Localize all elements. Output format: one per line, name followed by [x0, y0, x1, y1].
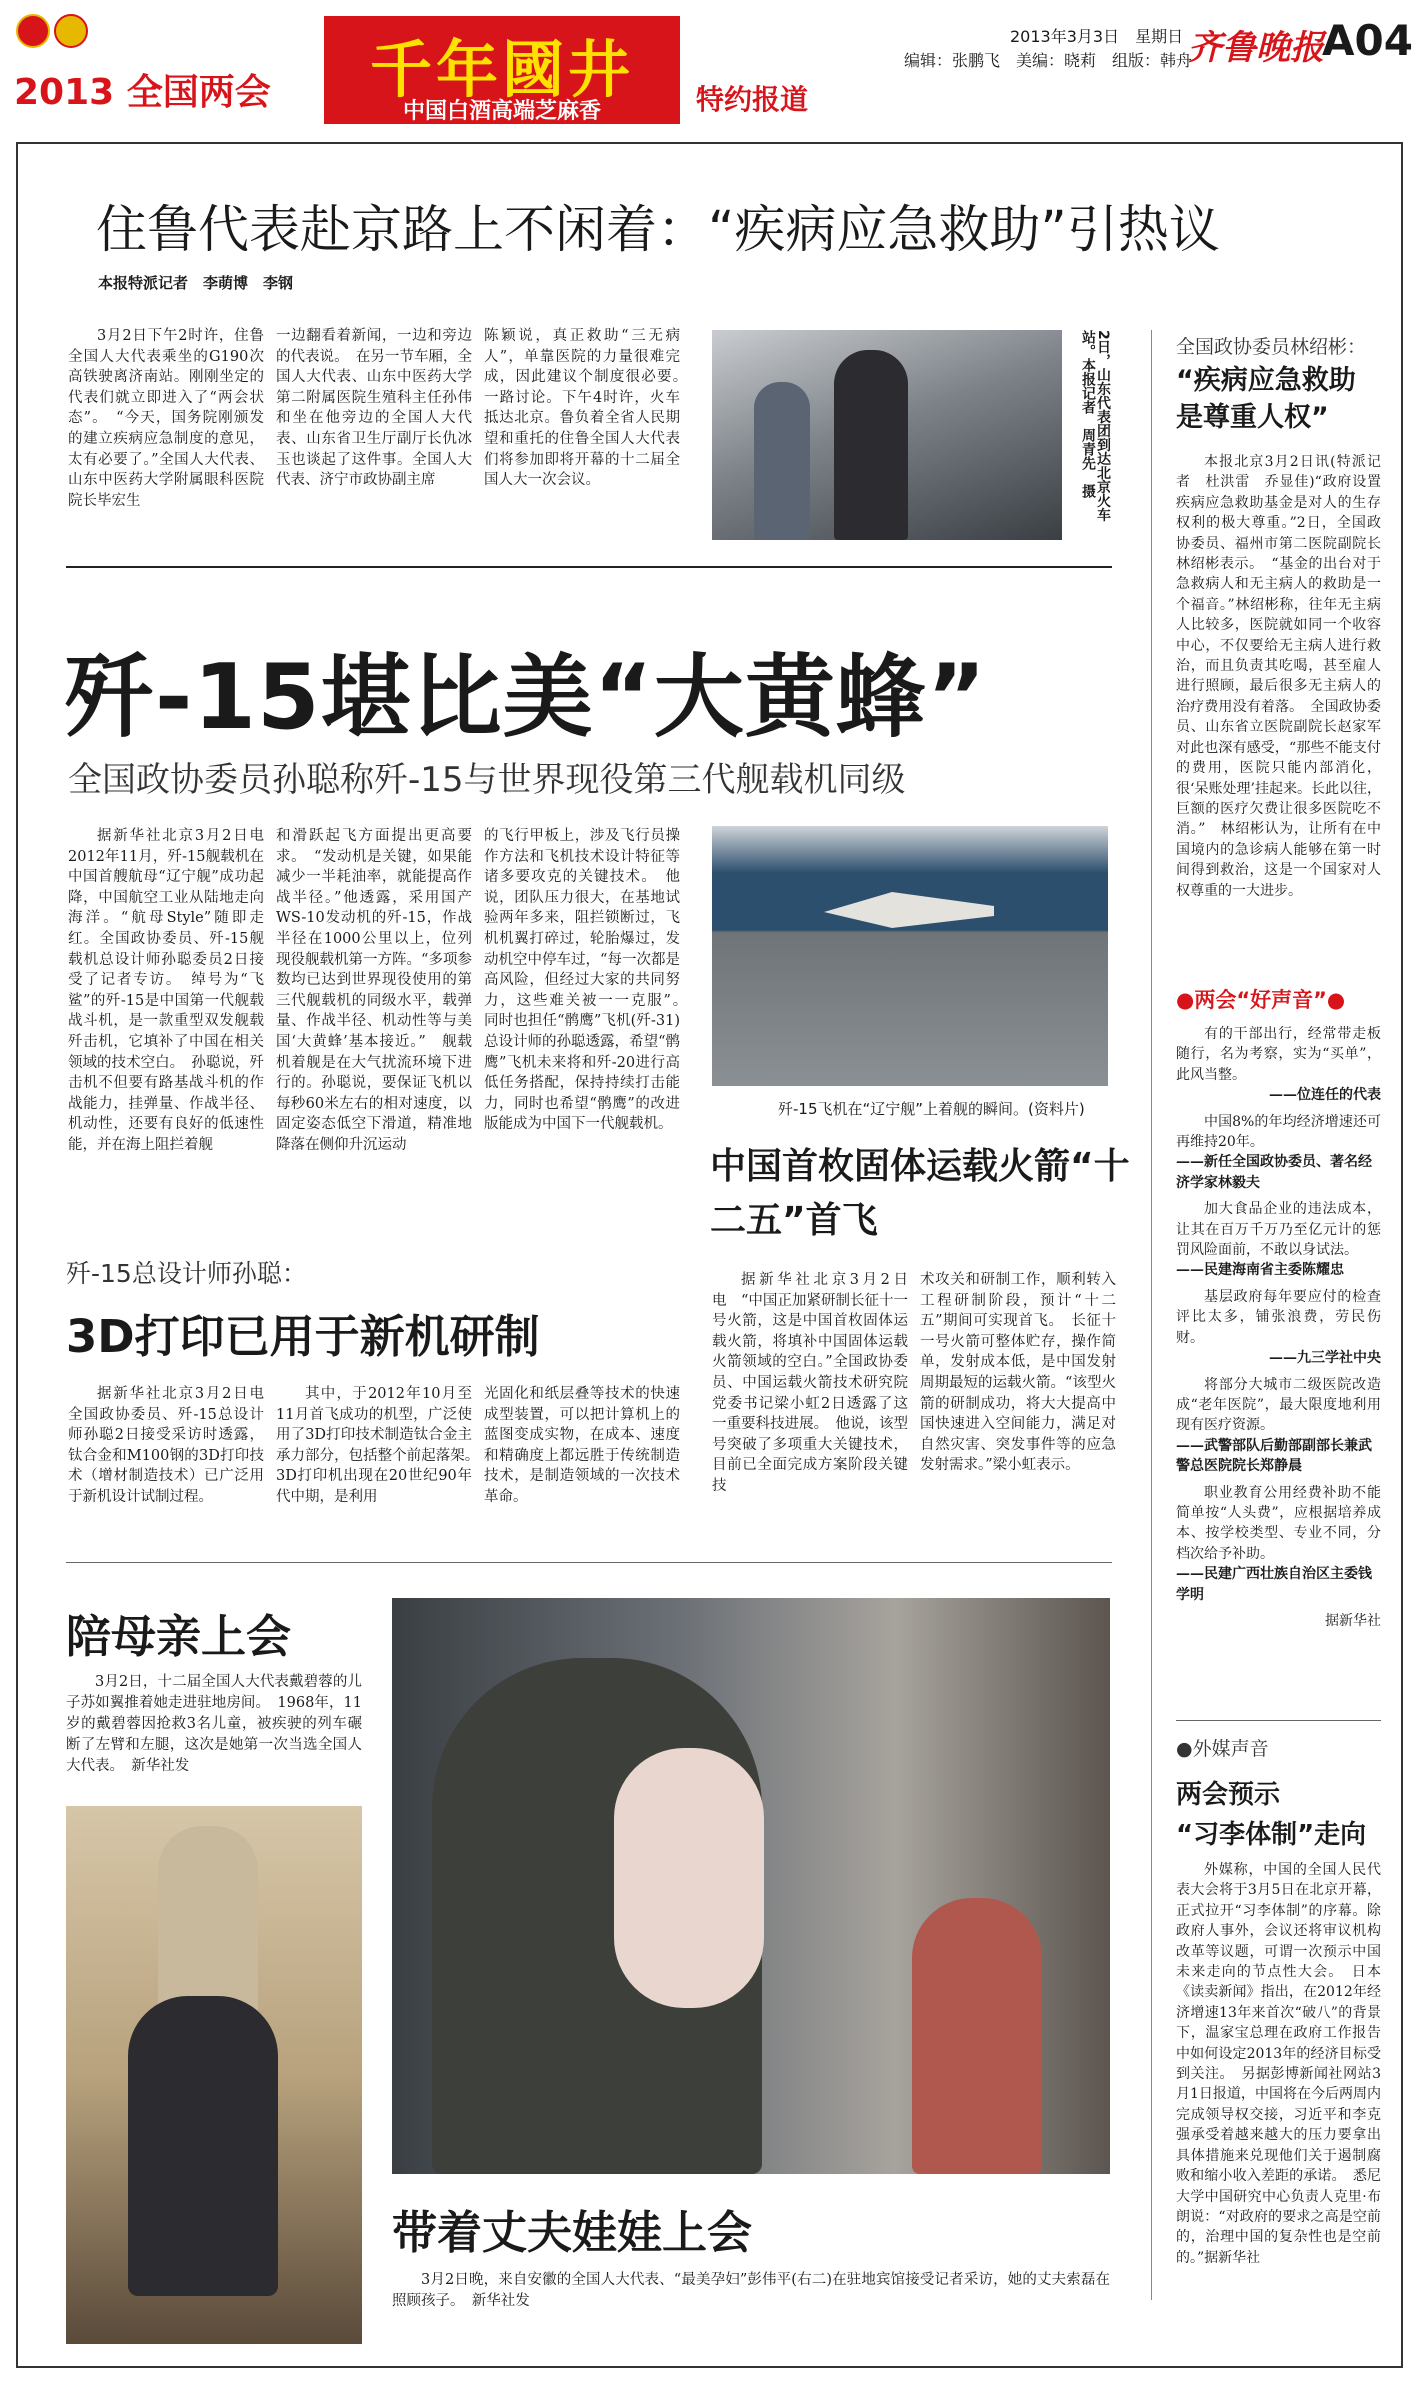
article3-divider — [66, 1562, 1112, 1563]
article5-photo-mother-son — [66, 1806, 362, 2344]
issue-date: 2013年3月3日 星期日 — [1010, 27, 1184, 46]
article6-caption — [392, 2270, 1110, 2316]
photo-person-silhouette — [912, 1898, 1042, 2174]
paper-name: 齐鲁晚报 — [1188, 28, 1324, 68]
masthead — [0, 0, 1417, 125]
photo-baby-silhouette — [614, 1748, 764, 2008]
quote-item — [1176, 1287, 1381, 1369]
page-number: A04 — [1322, 16, 1413, 65]
section-title: 2013 全国两会 — [14, 72, 271, 113]
quote-text: 职业教育公用经费补助不能简单按“人头费”，应根据培养成本、按学校类型、专业不同，分档次给予补助。 — [1176, 1484, 1381, 1562]
quote-author: ——武警部队后勤部副部长兼武警总医院院长郑静晨 — [1176, 1437, 1372, 1475]
quote-author: ——九三学社中央 — [1269, 1350, 1381, 1367]
sidebar3-kicker: ●外媒声音 — [1176, 1738, 1269, 1760]
article3-col1 — [68, 1384, 279, 1534]
article1-photo-train-station — [712, 330, 1062, 540]
article3-col2 — [276, 1384, 487, 1534]
sidebar1-headline: “疾病应急救助是尊重人权” — [1176, 365, 1356, 433]
sponsor-title: 千年國井 — [369, 33, 634, 106]
sidebar3-divider — [1176, 1720, 1381, 1721]
sidebar3-body — [1176, 1860, 1381, 2350]
photo-person-silhouette — [754, 382, 810, 540]
article2-subheadline: 全国政协委员孙聪称歼-15与世界现役第三代舰载机同级 — [68, 760, 906, 800]
quote-author: ——位连任的代表 — [1269, 1087, 1381, 1104]
article3-col2-text: 其中，于2012年10月至11月首飞成功的机型，广泛使用了3D打印技术制造钛合金主承力部分，包括整个前起落架。 3D打印机出现在20世纪90年代中期，是利用 — [276, 1386, 487, 1505]
sidebar1-kicker: 全国政协委员林绍彬： — [1176, 336, 1367, 358]
quote-item — [1176, 1024, 1381, 1106]
article3-col1-text: 据新华社北京3月2日电 全国政协委员、歼-15总设计师孙聪2日接受采访时透露，钛合金和M100钢的3D打印技术（增材制造技术）已广泛用于新机设计试制过程。 — [68, 1386, 279, 1505]
article2-col3-text: 的飞行甲板上，涉及飞行员操作方法和飞机技术设计特征等诸多要攻克的关键技术。 他说，团队压力很大，在基地试验两年多来，阻拦锁断过，飞机机翼打碎过，轮胎爆过，发动机空中停车过，“每一次都是高风险，但经过大家的共同努力，这些难关被一一克服”。 同时也担任“鹘鹰”飞机(歼-31)总设计师的孙聪透露，希望“鹘鹰”飞机未来将和歼-20进行高低任务搭配，保持持续打击能力，同时也希望“鹘鹰”的改进版能成为中国下一代舰载机。 — [484, 828, 695, 1133]
article1-col1-text: 3月2日下午2时许，住鲁全国人大代表乘坐的G190次高铁驶离济南站。刚刚坐定的代表们就立即进入了“两会状态”。 “今天，国务院刚颁发的建立疾病应急制度的意见，太有必要了。”全国人大代表、山东中医药大学附属眼科医院院长毕宏生 — [68, 328, 264, 509]
quote-text: 中国8%的年均经济增速还可再维持20年。 — [1176, 1113, 1381, 1151]
special-report-label: 特约报道 — [696, 83, 809, 116]
article2-col2 — [276, 826, 472, 1228]
quote-text: 加大食品企业的违法成本，让其在百万千万乃至亿元计的惩罚风险面前，不敢以身试法。 — [1176, 1201, 1381, 1259]
article3-col3-text: 光固化和纸层叠等技术的快速成型装置，可以把计算机上的蓝图变成实物，在成本、速度和精确度上都远胜于传统制造技术，是制造领域的一次技术革命。 — [484, 1386, 680, 1505]
article2-photo-caption: 歼-15飞机在“辽宁舰”上着舰的瞬间。(资料片) — [778, 1100, 1085, 1118]
article1-byline: 本报特派记者 李萌博 李钢 — [98, 274, 294, 292]
article1-col3 — [484, 326, 695, 540]
article6-caption-text: 3月2日晚，来自安徽的全国人大代表、“最美孕妇”彭伟平(右二)在驻地宾馆接受记者采访，她的丈夫索磊在照顾孩子。 新华社发 — [392, 2272, 1110, 2309]
article2-headline: 歼-15堪比美“大黄蜂” — [64, 645, 987, 750]
photo-person-silhouette — [128, 1996, 278, 2296]
article1-col3-text: 陈颖说，真正救助“三无病人”，单靠医院的力量很难完成，因此建议个制度很必要。 一路讨论。下午4时许，火车抵达北京。鲁负着全省人民期望和重托的住鲁全国人大代表们将参加即将开幕的十二届全国人大一次会议。 — [484, 328, 695, 489]
quote-item — [1176, 1112, 1381, 1194]
sidebar1-body — [1176, 452, 1381, 974]
article2-col2-text: 和滑跃起飞方面提出更高要求。 “发动机是关键，如果能减少一半耗油率，就能提高作战半径。”他透露，采用国产WS-10发动机的歼-15，作战半径在1000公里以上，位列现役舰载机第一方阵。“多项参数均已达到世界现役使用的第三代舰载机的同级水平，载弹量、作战半径、机动性等与美国‘大黄蜂’基本接近。” 舰载机着舰是在大气扰流环境下进行的。孙聪说，要保证飞机以每秒60米左右的相对速度，以固定姿态低空下滑道，精准地降落在侧仰升沉运动 — [276, 828, 472, 1153]
national-emblem-icon — [16, 14, 50, 48]
article5-body-text: 3月2日，十二届全国人大代表戴碧蓉的儿子苏如翼推着她走进驻地房间。 1968年，11岁的戴碧蓉因抢救3名儿童，被疾驶的列车碾断了左臂和左腿，这次是她第一次当选全国人大代表。 新华社发 — [66, 1674, 362, 1774]
sidebar2-source: 据新华社 — [1325, 1612, 1381, 1629]
quote-item — [1176, 1375, 1381, 1477]
sidebar3-body-text: 外媒称，中国的全国人民代表大会将于3月5日在北京开幕，正式拉开“习李体制”的序幕。除政府人事外，会议还将审议机构改革等议题，可谓一次预示中国未来走向的节点性大会。 日本《读卖新闻》指出，在2012年经济增速13年来首次“破八”的背景下，温家宝总理在政府工作报告中如何设定2013年的经济目标受到关注。 另据彭博新闻社网站3月1日报道，中国将在今后两周内完成领导权交接，习近平和李克强承受着越来越大的压力要拿出具体措施来兑现他们关于遏制腐败和缩小收入差距的承诺。 悉尼大学中国研究中心负责人克里·布朗说：“对政府的要求之高是空前的，治理中国的复杂性也是空前的。”据新华社 — [1176, 1862, 1381, 2266]
article4-col2 — [920, 1270, 1116, 1532]
article1-col2 — [276, 326, 472, 540]
article4-headline: 中国首枚固体运载火箭“十二五”首飞 — [710, 1146, 1130, 1241]
quote-author: ——新任全国政协委员、著名经济学家林毅夫 — [1176, 1154, 1372, 1191]
article1-col1 — [68, 326, 264, 540]
article5-body — [66, 1672, 362, 1802]
photo-aircraft-shape — [824, 888, 994, 928]
article5-headline: 陪母亲上会 — [66, 1610, 292, 1663]
article4-col1-text: 据新华社北京3月2日电 “中国正加紧研制长征十一号火箭，这是中国首枚固体运载火箭，将填补中国固体运载火箭领域的空白。”全国政协委员、中国运载火箭技术研究院党委书记梁小虹2日透露了这一重要科技进展。 他说，该型号突破了多项重大关键技术，目前已全面完成方案阶段关键技 — [712, 1272, 908, 1494]
sidebar1-body-text: 本报北京3月2日讯(特派记者 杜洪雷 乔显佳)“政府设置疾病应急救助基金是对人的生存权利的极大尊重。”2日，全国政协委员、福州市第二医院副院长林绍彬表示。 “基金的出台对于急救病人和无主病人的救助是一个福音。”林绍彬称，往年无主病人比较多，医院就如同一个收容中心，不仅要给无主病人进行救治，而且负责其吃喝，甚至雇人进行照顾，最后很多无主病人的治疗费用没有着落。 全国政协委员、山东省立医院副院长赵家军对此也深有感受，“那些不能支付的费用，医院只能内部消化，很‘呆账处理’挂起来。长此以往，巨额的医疗欠费让很多医院吃不消。” 林绍彬认为，让所有在中国境内的急诊病人能够在第一时间得到救治，这是一个国家对人权尊重的一大进步。 — [1176, 454, 1381, 899]
article1-col2-text: 一边翻看着新闻，一边和旁边的代表说。 在另一节车厢，全国人大代表、山东中医药大学第二附属医院生殖科主任孙伟和坐在他旁边的全国人大代表、山东省卫生厅副厅长仇冰玉也谈起了这件事。全国人大代表、济宁市政协副主席 — [276, 328, 472, 489]
quote-text: 将部分大城市二级医院改造成“老年医院”，最大限度地利用现有医疗资源。 — [1176, 1376, 1381, 1434]
article2-photo-j15-carrier — [712, 826, 1108, 1086]
sponsor-banner — [324, 16, 680, 124]
photo-person-silhouette — [834, 350, 908, 540]
quote-author: ——民建广西壮族自治区主委钱学明 — [1176, 1566, 1372, 1603]
article1-divider — [66, 566, 1112, 568]
sidebar2-header: ●两会“好声音”● — [1176, 988, 1346, 1012]
quote-item — [1176, 1199, 1381, 1281]
article3-kicker: 歼-15总设计师孙聪： — [66, 1259, 307, 1288]
article6-headline: 带着丈夫娃娃上会 — [392, 2206, 753, 2259]
article4-col2-text: 术攻关和研制工作，顺利转入工程研制阶段，预计“十二五”期间可实现首飞。 长征十一号火箭可整体贮存，操作简单，发射成本低，是中国发射周期最短的运载火箭。“该型火箭的研制成功，将大大提高中国快速进入空间能力，满足对自然灾害、突发事件等的应急发射需求。”梁小虹表示。 — [920, 1272, 1116, 1474]
article2-col1-text: 据新华社北京3月2日电 2012年11月，歼-15舰载机在中国首艘航母“辽宁舰”成功起降，中国航空工业从陆地走向海洋。“航母Style”随即走红。全国政协委员、歼-15舰载机总设计师孙聪委员2日接受了记者专访。 绰号为“飞鲨”的歼-15是中国第一代舰载战斗机，是一款重型双发舰载歼击机，它填补了中国在相关领域的技术空白。 孙聪说，歼击机不但要有路基战斗机的作战能力，挂弹量、作战半径、机动性，还要有良好的低速性能，并在海上阻拦着舰 — [68, 828, 279, 1153]
sponsor-subtitle: 中国白酒高端芝麻香 — [402, 99, 601, 124]
quote-text: 有的干部出行，经常带走板随行，名为考察，实为“买单”，此风当整。 — [1176, 1026, 1381, 1083]
quote-author: ——民建海南省主委陈耀忠 — [1176, 1262, 1344, 1279]
article3-headline: 3D打印已用于新机研制 — [66, 1310, 540, 1363]
article6-photo-family — [392, 1598, 1110, 2174]
sidebar3-headline-1: 两会预示 — [1176, 1780, 1281, 1810]
quote-item — [1176, 1483, 1381, 1605]
quote-text: 基层政府每年要应付的检查评比太多，铺张浪费，劳民伤财。 — [1176, 1288, 1381, 1346]
editors-line: 编辑：张鹏飞 美编：晓莉 组版：韩舟 — [904, 51, 1193, 70]
article1-photo-caption: 2日，山东代表团到达北京火车站。本报记者 周青先 摄 — [1080, 330, 1111, 522]
sidebar-divider — [1151, 330, 1152, 2300]
article1-headline: 住鲁代表赴京路上不闲着：“疾病应急救助”引热议 — [96, 201, 1220, 260]
sidebar3-headline-2: “习李体制”走向 — [1176, 1820, 1367, 1850]
article3-col3 — [484, 1384, 680, 1534]
article2-col3 — [484, 826, 695, 1228]
article4-col1 — [712, 1270, 908, 1532]
cppcc-emblem-icon — [54, 14, 88, 48]
article2-col1 — [68, 826, 279, 1228]
sidebar2-quotes — [1176, 1024, 1381, 1694]
